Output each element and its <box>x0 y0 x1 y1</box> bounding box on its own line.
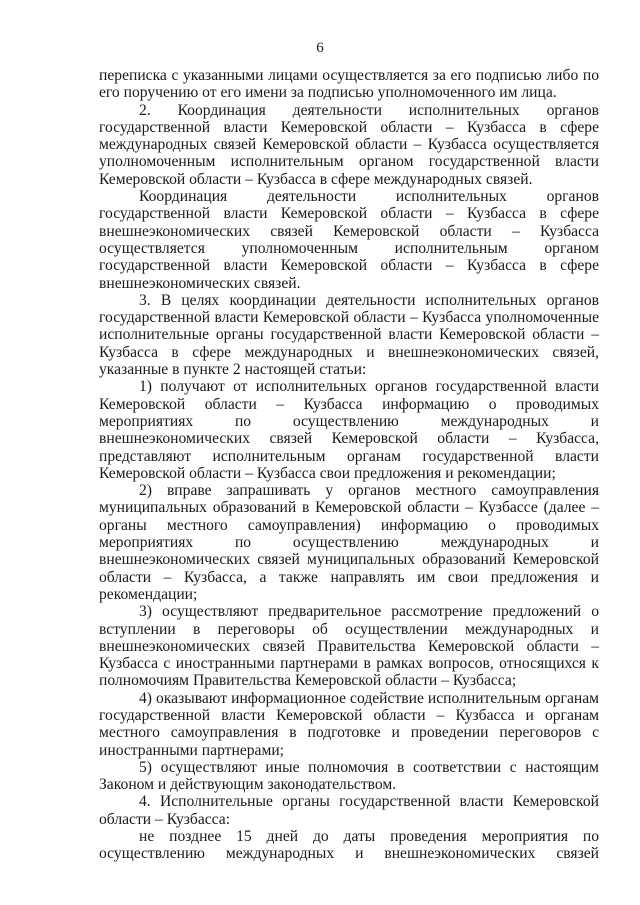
page-number: 6 <box>316 40 324 56</box>
paragraph: Координация деятельности исполнительных органов государственной власти Кемеровской области – Кузбасса в сфере внешнеэкономических связей Кемеровской области – Кузбасса осуществляется уполномоченным исполнительным органом государственной власти Кемеровской области – Кузбасса в сфере внешнеэкономических связей. <box>99 188 599 292</box>
paragraph: переписка с указанными лицами осуществляется за его подписью либо по его поручению от его имени за подписью уполномоченного им лица. <box>99 67 599 102</box>
paragraph: 2. Координация деятельности исполнительных органов государственной власти Кемеровской области – Кузбасса в сфере международных связей Кемеровской области – Кузбасса осуществляется уполномоченным исполнительным органом государственной власти Кемеровской области – Кузбасса в сфере международных связей. <box>99 101 599 188</box>
document-body <box>99 67 599 863</box>
list-item: 3) осуществляют предварительное рассмотрение предложений о вступлении в переговоры об осуществлении международных и внешнеэкономических связей Правительства Кемеровской области – Кузбасса с иностранными партнерами в рамках вопросов, относящихся к полномочиям Правительства Кемеровской области – Кузбасса; <box>99 603 599 690</box>
paragraph: 3. В целях координации деятельности исполнительных органов государственной власти Кемеровской области – Кузбасса уполномоченные исполнительные органы государственной власти Кемеровской области – Кузбасса в сфере международных и внешнеэкономических связей, указанные в пункте 2 настоящей статьи: <box>99 291 599 379</box>
paragraph: 4. Исполнительные органы государственной власти Кемеровской области – Кузбасса: <box>99 793 599 828</box>
list-item: 5) осуществляют иные полномочия в соответствии с настоящим Законом и действующим законодательством. <box>99 758 599 794</box>
list-item: 1) получают от исполнительных органов государственной власти Кемеровской области – Кузбасса информацию о проводимых мероприятиях по осуществлению международных и внешнеэкономических связей Кемеровской области – Кузбасса, представляют исполнительным органам государственной власти Кемеровской области – Кузбасса свои предложения и рекомендации; <box>99 378 599 482</box>
paragraph: не позднее 15 дней до даты проведения мероприятия по осуществлению международных и внешнеэкономических связей <box>99 828 599 863</box>
list-item: 2) вправе запрашивать у органов местного самоуправления муниципальных образований в Кемеровской области – Кузбассе (далее – органы местного самоуправления) информацию о проводимых мероприятиях по осуществлению международных и внешнеэкономических связей муниципальных образований Кемеровской области – Кузбасса, а также направлять им свои предложения и рекомендации; <box>99 482 599 603</box>
list-item: 4) оказывают информационное содействие исполнительным органам государственной власти Кемеровской области – Кузбасса и органам местного самоуправления в подготовке и проведении переговоров с иностранными партнерами; <box>99 689 599 759</box>
